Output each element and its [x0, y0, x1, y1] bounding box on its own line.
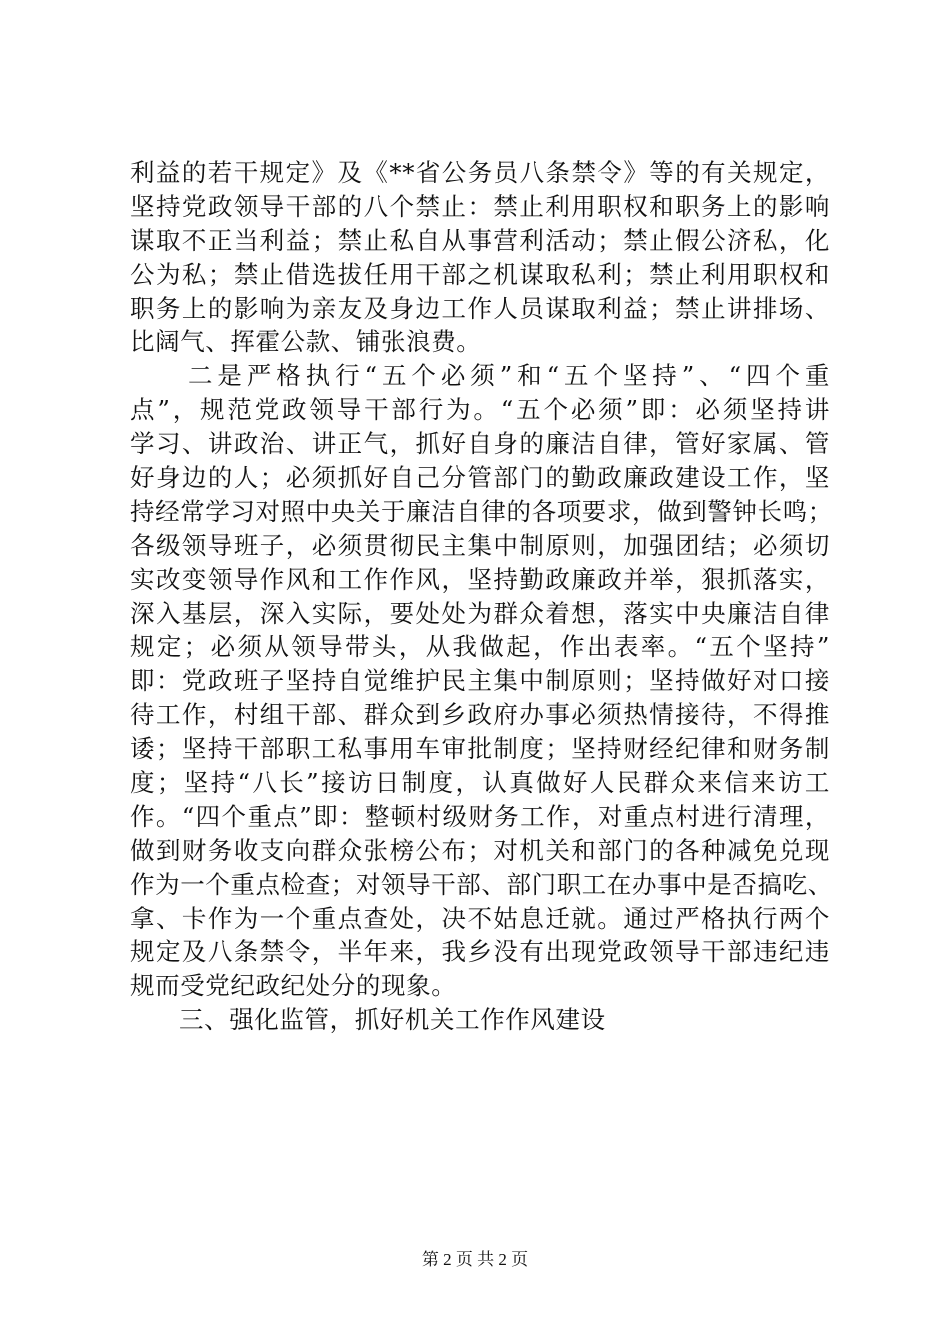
section-heading: 三、强化监管，抓好机关工作作风建设	[179, 1005, 606, 1035]
text-line: 做到财务收支向群众张榜公布；对机关和部门的各种减免兑现	[130, 835, 830, 865]
text-line: 职务上的影响为亲友及身边工作人员谋取利益；禁止讲排场、	[130, 293, 830, 323]
text-line: 深入基层，深入实际，要处处为群众着想，落实中央廉洁自律	[130, 598, 830, 628]
text-line: 公为私；禁止借选拔任用干部之机谋取私利；禁止利用职权和	[130, 259, 830, 289]
text-line: 作。“四个重点”即：整顿村级财务工作，对重点村进行清理，	[130, 801, 830, 831]
paragraph-first-line: 二是严格执行“五个必须”和“五个坚持”、“四个重	[188, 361, 830, 391]
text-line: 即：党政班子坚持自觉维护民主集中制原则；坚持做好对口接	[130, 666, 830, 696]
text-line: 各级领导班子，必须贯彻民主集中制原则，加强团结；必须切	[130, 530, 830, 560]
text-line: 拿、卡作为一个重点查处，决不姑息迁就。通过严格执行两个	[130, 903, 830, 933]
body-text	[130, 156, 833, 1037]
text-line: 坚持党政领导干部的八个禁止：禁止利用职权和职务上的影响	[130, 191, 830, 221]
text-line: 谋取不正当利益；禁止私自从事营利活动；禁止假公济私，化	[130, 225, 830, 255]
text-line: 实改变领导作风和工作作风，坚持勤政廉政并举，狠抓落实，	[130, 564, 830, 594]
text-line: 度；坚持“八长”接访日制度，认真做好人民群众来信来访工	[130, 768, 830, 798]
text-line: 规而受党纪政纪处分的现象。	[130, 971, 457, 1001]
text-line: 待工作，村组干部、群众到乡政府办事必须热情接待，不得推	[130, 700, 830, 730]
page-number-footer: 第 2 页 共 2 页	[421, 1250, 529, 1269]
text-line: 学习、讲政治、讲正气，抓好自身的廉洁自律，管好家属、管	[130, 429, 830, 459]
text-line: 规定；必须从领导带头，从我做起，作出表率。“五个坚持”	[130, 632, 830, 662]
text-line: 诿；坚持干部职工私事用车审批制度；坚持财经纪律和财务制	[130, 734, 830, 764]
text-line: 作为一个重点检查；对领导干部、部门职工在办事中是否搞吃、	[130, 869, 833, 899]
text-line: 点”，规范党政领导干部行为。“五个必须”即：必须坚持讲	[130, 395, 830, 425]
text-line: 持经常学习对照中央关于廉洁自律的各项要求，做到警钟长鸣；	[130, 496, 833, 526]
text-line: 规定及八条禁令，半年来，我乡没有出现党政领导干部违纪违	[130, 937, 830, 967]
text-line: 利益的若干规定》及《**省公务员八条禁令》等的有关规定，	[130, 158, 830, 187]
text-line: 好身边的人；必须抓好自己分管部门的勤政廉政建设工作，坚	[130, 463, 830, 493]
text-line: 比阔气、挥霍公款、铺张浪费。	[130, 327, 482, 357]
